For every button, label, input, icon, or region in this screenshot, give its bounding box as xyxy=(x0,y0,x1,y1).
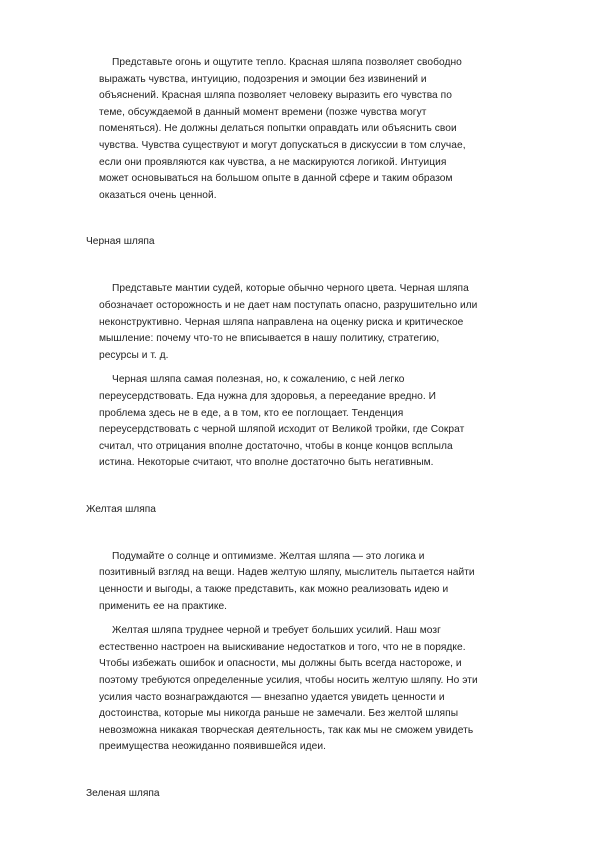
text-line: объяснений. Красная шляпа позволяет человеку выразить его чувства по xyxy=(99,90,452,102)
text-line: неконструктивно. Черная шляпа направлена на оценку риска и критическое xyxy=(99,316,464,328)
text-line: естественно настроен на выискивание недостатков и того, что не в порядке. xyxy=(99,641,466,653)
text-line: может основываться на большом опыте в данной сфере и таким образом xyxy=(99,173,453,185)
text-line: невозможна никакая творческая деятельность, так как мы не сможем увидеть xyxy=(99,724,474,736)
paragraph-yellow-hat-2 xyxy=(86,623,556,756)
text-line: мышление: почему что-то не вписывается в нашу политику, стратегию, xyxy=(99,333,440,345)
heading-black-hat: Черная шляпа xyxy=(86,236,155,248)
text-line: поэтому требуются определенные усилия, чтобы носить желтую шляпу. Но эти xyxy=(99,675,478,687)
text-line: чувства. Чувства существуют и могут допускаться в дискуссии в том случае, xyxy=(99,139,466,151)
paragraph-yellow-hat-1 xyxy=(86,549,556,615)
text-line: ресурсы и т. д. xyxy=(99,349,169,361)
text-line: Представьте мантии судей, которые обычно черного цвета. Черная шляпа xyxy=(112,283,469,295)
paragraph-red-hat xyxy=(86,55,556,204)
text-line: теме, обсуждаемой в данный момент времени (позже чувства могут xyxy=(99,106,427,118)
text-line: истина. Некоторые считают, что вполне достаточно быть негативным. xyxy=(99,457,434,469)
text-line: позитивный взгляд на вещи. Надев желтую шляпу, мыслитель пытается найти xyxy=(99,567,475,579)
text-line: считал, что отрицания вполне достаточно, чтобы в конце концов всплыла xyxy=(99,440,453,452)
text-line: выражать чувства, интуицию, подозрения и эмоции без извинений и xyxy=(99,73,427,85)
text-line: оказаться очень ценной. xyxy=(99,189,217,201)
text-line: проблема здесь не в еде, а в том, кто ее поглощает. Тенденция xyxy=(99,407,404,419)
text-line: Черная шляпа самая полезная, но, к сожалению, с ней легко xyxy=(112,374,405,386)
text-line: переусердствовать с черной шляпой исходит от Великой тройки, где Сократ xyxy=(99,424,465,436)
paragraph-black-hat-2 xyxy=(86,372,556,472)
text-line: Желтая шляпа труднее черной и требует больших усилий. Наш мозг xyxy=(112,625,441,637)
text-line: усилия часто вознаграждаются — внезапно удается увидеть ценности и xyxy=(99,691,445,703)
text-line: применить ее на практике. xyxy=(99,600,228,612)
paragraph-black-hat-1 xyxy=(86,281,556,364)
text-line: обозначает осторожность и не дает нам поступать опасно, разрушительно или xyxy=(99,299,478,311)
text-line: поменяться). Не должны делаться попытки оправдать или объяснить свои xyxy=(99,123,457,135)
text-line: ценности и выгоды, а также представить, как можно реализовать идею и xyxy=(99,584,449,596)
text-line: преимущества неожиданно появившейся идеи. xyxy=(99,741,326,753)
text-line: переусердствовать. Еда нужна для здоровья, а переедание вредно. И xyxy=(99,390,437,402)
text-line: если они проявляются как чувства, а не маскируются логикой. Интуиция xyxy=(99,156,447,168)
text-line: Подумайте о солнце и оптимизме. Желтая шляпа — это логика и xyxy=(112,550,425,562)
heading-green-hat: Зеленая шляпа xyxy=(86,788,160,799)
document-body xyxy=(86,55,556,802)
text-line: Чтобы избежать ошибок и опасности, мы должны быть всегда настороже, и xyxy=(99,658,462,670)
text-line: Представьте огонь и ощутите тепло. Красная шляпа позволяет свободно xyxy=(112,57,462,68)
heading-yellow-hat: Желтая шляпа xyxy=(86,503,156,515)
text-line: достоинства, которые мы никогда раньше не замечали. Без желтой шляпы xyxy=(99,708,459,720)
